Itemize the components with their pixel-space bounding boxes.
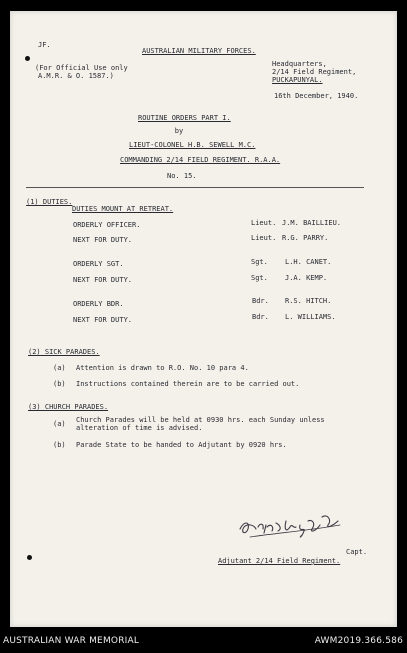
initials: JF. xyxy=(38,41,51,49)
duty-role: NEXT FOR DUTY. xyxy=(73,316,133,324)
headquarters-line-2: 2/14 Field Regiment, xyxy=(272,68,357,76)
duty-rank: Sgt. xyxy=(251,258,268,266)
orders-command: COMMANDING 2/14 FIELD REGIMENT. R.A.A. xyxy=(120,156,281,164)
document-page xyxy=(10,11,397,627)
duty-name: L. WILLIAMS. xyxy=(285,313,336,321)
document-title: AUSTRALIAN MILITARY FORCES. xyxy=(142,47,256,55)
orders-officer: LIEUT-COLONEL H.B. SEWELL M.C. xyxy=(129,141,256,149)
handwritten-signature xyxy=(236,503,352,543)
duty-rank: Bdr. xyxy=(252,313,269,321)
church-b-label: (b) xyxy=(53,441,66,449)
signatory-rank: Capt. xyxy=(346,548,368,556)
duty-rank: Bdr. xyxy=(252,297,269,305)
duties-heading: (1) DUTIES. xyxy=(26,198,73,206)
church-a-text-1: Church Parades will be held at 0930 hrs. each Sunday unless xyxy=(76,416,325,424)
footer-accession-number: AWM2019.366.586 xyxy=(314,636,403,646)
church-b-text: Parade State to be handed to Adjutant by 0920 hrs. xyxy=(76,441,287,449)
headquarters-line-1: Headquarters, xyxy=(272,60,327,68)
church-parades-heading: (3) CHURCH PARADES. xyxy=(28,403,109,411)
sick-b-label: (b) xyxy=(53,380,66,388)
duty-role: NEXT FOR DUTY. xyxy=(73,236,133,244)
duty-name: R.G. PARRY. xyxy=(282,234,329,242)
duty-rank: Lieut. xyxy=(251,234,277,242)
footer-source: AUSTRALIAN WAR MEMORIAL xyxy=(3,636,140,646)
official-use-line-2: A.M.R. & O. 1587.) xyxy=(38,72,114,80)
duty-name: R.S. HITCH. xyxy=(285,297,332,305)
punch-hole xyxy=(27,555,32,560)
duties-subheading: DUTIES MOUNT AT RETREAT. xyxy=(72,205,174,213)
official-use-line-1: (For Official Use only xyxy=(35,64,128,72)
punch-hole xyxy=(25,56,30,61)
duty-rank: Lieut. xyxy=(251,219,277,227)
headquarters-line-3: PUCKAPUNYAL. xyxy=(272,76,323,84)
signatory-title: Adjutant 2/14 Field Regiment. xyxy=(218,557,341,565)
duty-name: J.A. KEMP. xyxy=(285,274,328,282)
church-a-label: (a) xyxy=(53,420,66,428)
duty-rank: Sgt. xyxy=(251,274,268,282)
orders-number: No. 15. xyxy=(167,172,197,180)
duty-role: NEXT FOR DUTY. xyxy=(73,276,133,284)
church-a-text-2: alteration of time is advised. xyxy=(76,424,203,432)
document-date: 16th December, 1940. xyxy=(274,92,359,100)
duty-name: L.H. CANET. xyxy=(285,258,332,266)
duty-role: ORDERLY OFFICER. xyxy=(73,221,141,229)
archive-footer xyxy=(0,627,407,653)
orders-by: by xyxy=(174,127,184,135)
sick-a-text: Attention is drawn to R.O. No. 10 para 4. xyxy=(76,364,249,372)
sick-parades-heading: (2) SICK PARADES. xyxy=(28,348,100,356)
duty-role: ORDERLY SGT. xyxy=(73,260,124,268)
sick-a-label: (a) xyxy=(53,364,66,372)
orders-title: ROUTINE ORDERS PART I. xyxy=(138,114,231,122)
duty-name: J.M. BAILLIEU. xyxy=(282,219,342,227)
duty-role: ORDERLY BDR. xyxy=(73,300,124,308)
divider xyxy=(26,187,364,188)
sick-b-text: Instructions contained therein are to be carried out. xyxy=(76,380,300,388)
